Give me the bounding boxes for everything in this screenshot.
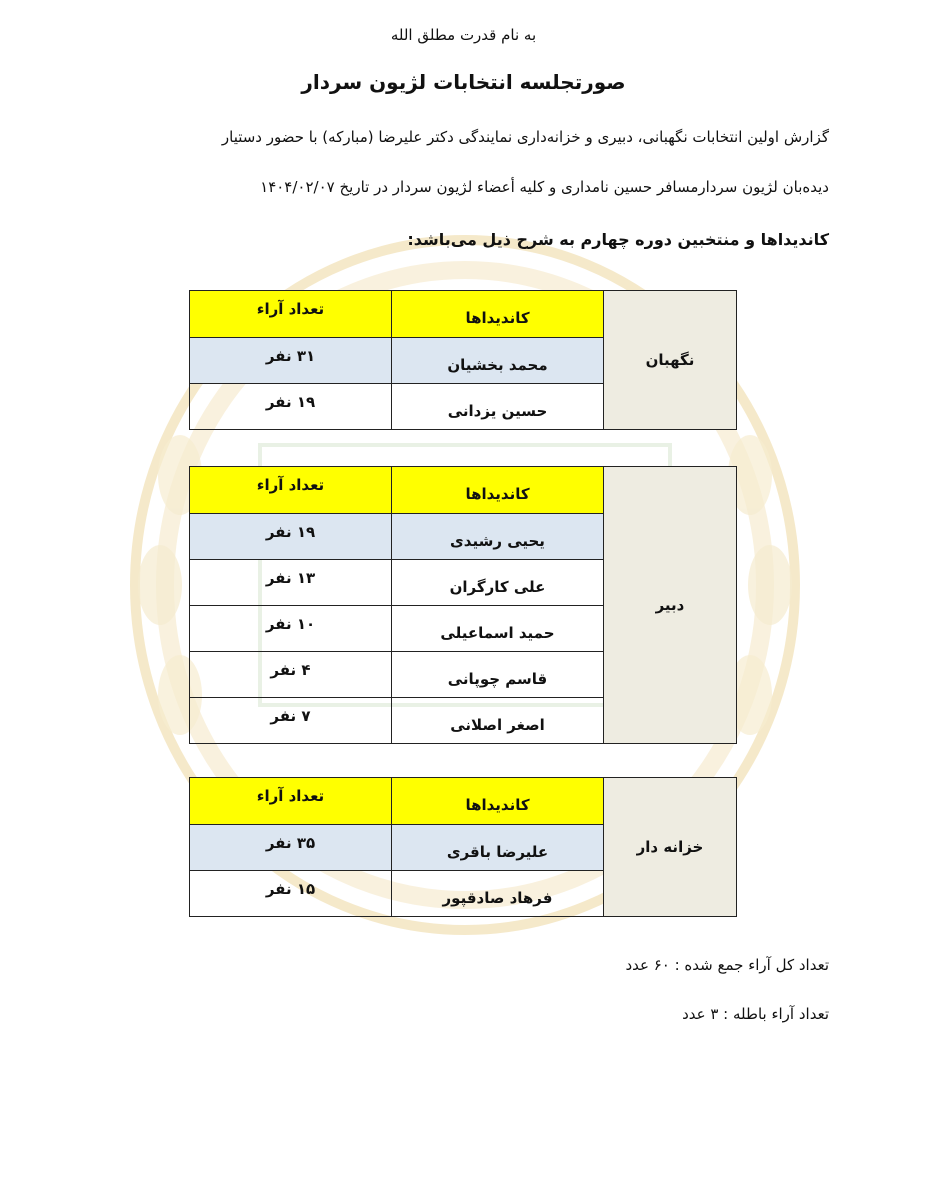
vote-count: ۴ نفر	[190, 652, 392, 698]
basmala: به نام قدرت مطلق الله	[390, 26, 537, 44]
secretary-table	[189, 466, 737, 744]
vote-count: ۱۵ نفر	[190, 871, 392, 917]
candidate-name: محمد بخشیان	[392, 338, 604, 384]
candidate-name: یحیی رشیدی	[392, 514, 604, 560]
candidate-name: اصغر اصلانی	[392, 698, 604, 744]
role-cell: دبیر	[604, 467, 737, 744]
intro-line-1: گزارش اولین انتخابات نگهبانی، دبیری و خزانه‌داری نمایندگی دکتر علیرضا (مبارکه) با حضور دستیار	[221, 128, 829, 146]
vote-count: ۳۵ نفر	[190, 825, 392, 871]
votes-header: تعداد آراء	[190, 467, 392, 514]
votes-header: تعداد آراء	[190, 778, 392, 825]
candidates-header: کاندیداها	[392, 291, 604, 338]
votes-header: تعداد آراء	[190, 291, 392, 338]
role-cell: نگهبان	[604, 291, 737, 430]
vote-count: ۱۳ نفر	[190, 560, 392, 606]
vote-count: ۱۹ نفر	[190, 384, 392, 430]
document-title: صورتجلسه انتخابات لژیون سردار	[301, 70, 626, 94]
vote-count: ۷ نفر	[190, 698, 392, 744]
candidate-name: علیرضا باقری	[392, 825, 604, 871]
candidate-name: حسین یزدانی	[392, 384, 604, 430]
candidate-name: حمید اسماعیلی	[392, 606, 604, 652]
vote-count: ۳۱ نفر	[190, 338, 392, 384]
candidates-header: کاندیداها	[392, 778, 604, 825]
vote-count: ۱۹ نفر	[190, 514, 392, 560]
candidate-name: علی کارگران	[392, 560, 604, 606]
total-votes-line: تعداد کل آراء جمع شده : ۶۰ عدد	[625, 956, 829, 974]
candidate-name: فرهاد صادقپور	[392, 871, 604, 917]
intro-line-2: دیده‌بان لژیون سردارمسافر حسین نامداری و کلیه أعضاء لژیون سردار در تاریخ ۱۴۰۴/۰۲/۰۷	[260, 178, 829, 196]
role-cell: خزانه دار	[604, 778, 737, 917]
candidate-name: قاسم چوپانی	[392, 652, 604, 698]
invalid-votes-line: تعداد آراء باطله : ۳ عدد	[682, 1005, 829, 1023]
guardian-table	[189, 290, 737, 430]
intro-line-3: کاندیداها و منتخبین دوره چهارم به شرح ذیل می‌باشد:	[407, 230, 829, 249]
treasurer-table	[189, 777, 737, 917]
vote-count: ۱۰ نفر	[190, 606, 392, 652]
candidates-header: کاندیداها	[392, 467, 604, 514]
